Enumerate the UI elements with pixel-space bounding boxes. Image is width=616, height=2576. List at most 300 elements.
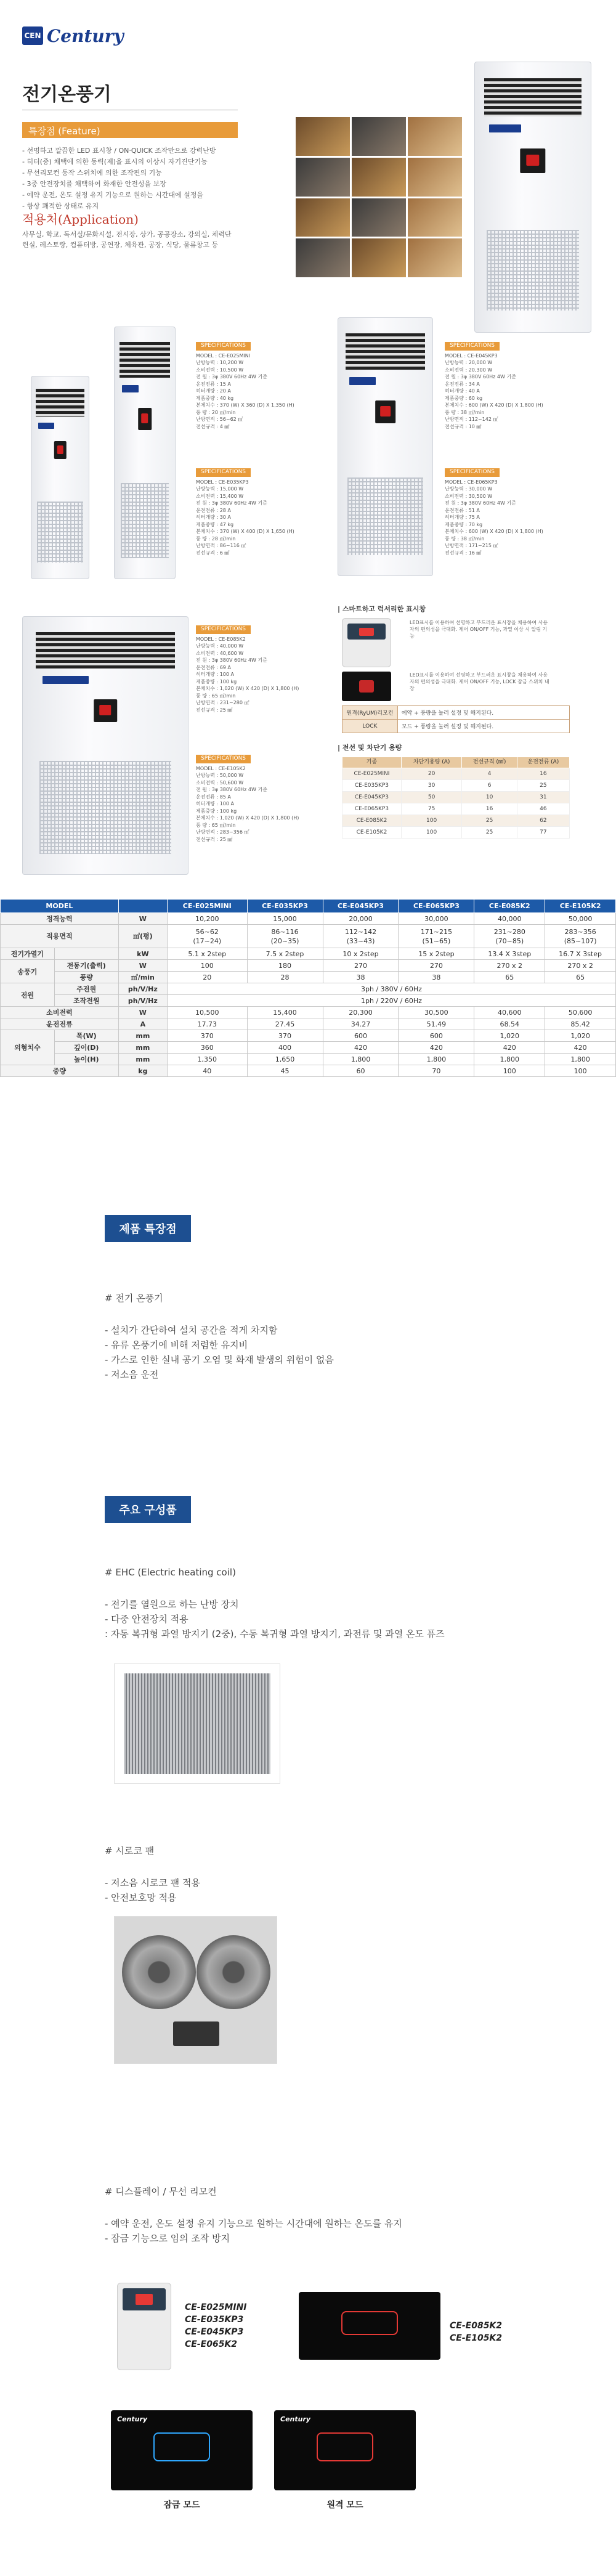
feature-item: - 항상 쾌적한 상태로 유지 [22,201,238,212]
spec-row: 히터개량 : 20 A [196,388,231,394]
table-row [342,706,570,720]
table-cell: 25 [462,827,517,839]
control-key-table [342,705,570,733]
table-cell: 1,650 [247,1054,323,1065]
table-cell: CE-E065KP3 [342,803,402,815]
spec-row: 전 원 : 3φ 380V 60Hz 4W 기준 [196,787,267,792]
table-cell: 16 [462,803,517,815]
table-cell: 풍량 [54,972,118,983]
wireless-remote-image [117,2283,171,2370]
specification-table [0,899,616,1077]
table-cell: 25 [517,780,569,792]
table-cell: 30,500 [399,1007,474,1018]
feature-list [22,145,238,212]
table-row [1,948,616,960]
table-cell: 100 [401,827,461,839]
table-cell: 16 [517,768,569,780]
table-cell: 17.73 [167,1018,247,1030]
application-photo [408,117,462,156]
spec-row: 난방능력 : 40,000 W [196,643,244,649]
table-cell: 45 [247,1065,323,1077]
spec-row: 풍 량 : 38 ㎥/min [445,535,485,542]
table-row [342,780,570,792]
table-cell: 중량 [1,1065,119,1077]
table-cell: mm [118,1054,167,1065]
spec-row: 소비전력 : 10,500 W [196,367,244,373]
fan-item: - 저소음 시로코 팬 적용 [105,1877,200,1888]
table-cell: 송풍기 [1,960,55,983]
model-name: CE-E065K2 [185,2339,238,2349]
table-cell: 폭(W) [54,1030,118,1042]
table-cell: CE-E035KP3 [342,780,402,792]
lock-mode-label: 잠금 모드 [163,2500,200,2510]
table-cell: ㎡(평) [118,925,167,948]
table-row [342,792,570,803]
spec-tag: SPECIFICATIONS [445,468,500,477]
table-cell: 270 x 2 [545,960,616,972]
table-cell: 30,000 [399,913,474,925]
table-cell: 1,800 [474,1054,545,1065]
spec-row: 제품중량 : 60 kg [445,395,483,401]
spec-row: 소비전력 : 50,600 W [196,779,244,786]
spec-model: MODEL : CE-E025MINI [196,352,251,359]
features-block [105,1291,505,1382]
table-cell: 270 x 2 [474,960,545,972]
table-cell: 70 [399,1065,474,1077]
heating-coil-image [114,1664,280,1784]
spec-row: 난방면적 : 283~356 ㎡ [196,829,249,835]
table-cell: 100 [167,960,247,972]
model-name: CE-E105K2 [450,2333,503,2343]
spec-row: 풍 량 : 20 ㎥/min [196,409,236,415]
table-cell: 600 [323,1030,399,1042]
table-cell: 38 [323,972,399,983]
spec-row: 전 원 : 3φ 380V 60Hz 4W 기준 [196,500,267,506]
table-cell [54,948,118,960]
table-cell: 15 x 2step [399,948,474,960]
spec-card-e025mini [196,342,294,430]
spec-row: 소비전력 : 20,300 W [445,367,493,373]
spec-row: 난방능력 : 10,200 W [196,360,244,365]
column-header: 기종 [342,757,402,768]
table-cell: 50,000 [545,913,616,925]
table-cell: 100 [474,1065,545,1077]
application-photo [352,198,406,237]
model-name: CE-E035KP3 [185,2315,244,2325]
spec-row: 운전전류 : 28 A [196,507,231,513]
table-cell: W [118,1007,167,1018]
table-cell: 68.54 [474,1018,545,1030]
sirocco-fan-image [114,1916,277,2064]
table-cell: 420 [323,1042,399,1054]
spec-row: 본체치수 : 600 (W) X 420 (D) X 1,800 (H) [445,529,543,534]
control-description: LED표시를 이용하여 선명하고 부드러운 표시창을 채용하여 사용자의 편의성을 극대화. 제어 ON/OFF 기능, 과열 이상 시 알림 기능 [410,620,548,639]
table-row [342,720,570,733]
table-cell: 1,020 [474,1030,545,1042]
ehc-block [105,1565,573,1641]
table-row [1,1054,616,1065]
spec-row: 제품중량 : 100 kg [196,678,237,685]
table-row [342,827,570,839]
table-cell: 1ph / 220V / 60Hz [167,995,615,1007]
table-cell: 3ph / 380V / 60Hz [167,983,615,995]
table-cell: 40,000 [474,913,545,925]
remote-control-image [342,618,391,667]
table-cell: 16.7 X 3step [545,948,616,960]
spec-row: 본체치수 : 600 (W) X 420 (D) X 1,800 (H) [445,402,543,408]
logo-text: Century [47,25,124,46]
table-cell: 56~62 (17~24) [167,925,247,948]
panel-logo: Century [117,2415,148,2423]
spec-row: 풍 량 : 65 ㎥/min [196,693,236,699]
spec-tag: SPECIFICATIONS [196,468,251,477]
application-text: 사무실, 학교, 독서실/문화시설, 전시장, 상가, 공공장소, 강의실, 체력단련실, 레스토랑, 컴퓨터방, 공연장, 체육관, 공장, 식당, 물류창고 등 [22,230,232,249]
table-cell: 1,800 [399,1054,474,1065]
table-cell: 77 [517,827,569,839]
table-row [1,925,616,948]
column-header: CE-E035KP3 [247,900,323,913]
table-row [1,1018,616,1030]
fan-wheel [197,1935,270,2009]
spec-row: 소비전력 : 30,500 W [445,493,493,499]
remote-model-list [185,2301,247,2350]
fan-title: # 시로코 팬 [105,1845,155,1856]
spec-row: 전선규격 : 10 ㎟ [445,423,482,429]
table-cell: 420 [474,1042,545,1054]
spec-row: 풍 량 : 65 ㎥/min [196,822,236,828]
table-cell: 75 [401,803,461,815]
section-heading-features: 제품 특장점 [105,1215,191,1242]
table-cell: mm [118,1030,167,1042]
table-cell: 10 x 2step [323,948,399,960]
table-cell: W [118,913,167,925]
table-cell: 정격능력 [1,913,119,925]
table-cell: 1,800 [323,1054,399,1065]
table-cell: 1,800 [545,1054,616,1065]
table-row [1,1042,616,1054]
table-row [342,803,570,815]
spec-row: 히터개량 : 30 A [196,514,231,520]
table-cell: 10,200 [167,913,247,925]
application-photo [296,238,350,277]
spec-row: 전 원 : 3φ 380V 60Hz 4W 기준 [445,374,516,380]
spec-model: MODEL : CE-E045KP3 [445,352,498,359]
display-item: - 잠금 기능으로 임의 조작 방지 [105,2233,230,2244]
table-cell: 50 [401,792,461,803]
spec-row: 본체치수 : 370 (W) X 400 (D) X 1,650 (H) [196,529,294,534]
spec-row: 본체치수 : 1,020 (W) X 420 (D) X 1,800 (H) [196,686,299,691]
table-cell: 38 [399,972,474,983]
features-item: - 설치가 간단하여 설치 공간을 적게 차지함 [105,1325,278,1336]
table-cell: CE-E105K2 [342,827,402,839]
table-cell: 60 [323,1065,399,1077]
spec-row: 난방능력 : 30,000 W [445,486,493,492]
spec-card-e105k2 [196,755,298,843]
spec-tag: SPECIFICATIONS [196,342,251,351]
table-cell: 600 [399,1030,474,1042]
table-cell: 운전전류 [1,1018,119,1030]
application-photo [408,158,462,197]
table-row [1,960,616,972]
spec-tag: SPECIFICATIONS [196,755,251,763]
application-photo [408,198,462,237]
table-cell: A [118,1018,167,1030]
table-cell: mm [118,1042,167,1054]
spec-row: 난방면적 : 231~280 ㎡ [196,700,249,705]
table-cell: 15,400 [247,1007,323,1018]
table-cell: 283~356 (85~107) [545,925,616,948]
lock-mode-panel [111,2410,253,2490]
table-cell: CE-E045KP3 [342,792,402,803]
table-cell: 외형치수 [1,1030,55,1065]
spec-row: 소비전력 : 15,400 W [196,493,244,499]
ehc-title: # EHC (Electric heating coil) [105,1567,236,1578]
spec-row: 난방능력 : 50,000 W [196,773,244,778]
table-cell: 28 [247,972,323,983]
heater-image-e025mini [31,376,89,579]
table-cell: 180 [247,960,323,972]
application-photo [296,158,350,197]
table-cell: 62 [517,815,569,827]
spec-row: 난방면적 : 112~142 ㎡ [445,416,498,422]
fan-block [105,1843,505,1905]
spec-tag: SPECIFICATIONS [445,342,500,351]
spec-row: 운전전류 : 51 A [445,507,480,513]
spec-model: MODEL : CE-E035KP3 [196,479,249,485]
table-cell: 높이(H) [54,1054,118,1065]
table-cell: 50,600 [545,1007,616,1018]
brand-logo [22,23,145,48]
spec-row: 제품중량 : 47 kg [196,521,234,527]
remote-mode-label: 원격 모드 [326,2500,363,2510]
heater-image-e045kp3 [338,317,433,576]
table-cell: 1,350 [167,1054,247,1065]
table-cell: 86~116 (20~35) [247,925,323,948]
table-cell: kg [118,1065,167,1077]
table-cell: 171~215 (51~65) [399,925,474,948]
spec-row: 운전전류 : 85 A [196,794,231,800]
table-cell: 231~280 (70~85) [474,925,545,948]
spec-card-e065kp3 [445,468,549,556]
table-row [1,913,616,925]
table-cell: 5.1 x 2step [167,948,247,960]
spec-row: 운전전류 : 15 A [196,381,231,387]
table-cell: 360 [167,1042,247,1054]
spec-row: 풍 량 : 28 ㎥/min [196,535,236,542]
spec-row: 난방면적 : 56~62 ㎡ [196,416,243,422]
display-panel-large [299,2292,440,2360]
table-cell: ph/V/Hz [118,983,167,995]
table-cell: 조작전원 [54,995,118,1007]
table-cell: 4 [462,768,517,780]
display-block [105,2184,585,2246]
spec-card-e045kp3 [445,342,549,430]
spec-row: 난방면적 : 86~116 ㎡ [196,543,246,548]
heater-image-e035kp3 [114,327,176,579]
table-cell: 20,000 [323,913,399,925]
display-panel-image [342,672,391,701]
features-item: - 저소음 운전 [105,1369,159,1380]
table-cell: 112~142 (33~43) [323,925,399,948]
control-value: 모드 + 풍량을 눌러 설정 및 해지된다. [397,720,569,733]
table-cell: 적용면적 [1,925,119,948]
spec-tag: SPECIFICATIONS [196,625,251,634]
spec-row: 전 원 : 3φ 380V 60Hz 4W 기준 [196,657,267,663]
display-title: # 디스플레이 / 무선 리모컨 [105,2186,217,2197]
fan-motor [173,2021,219,2046]
remote-mode-panel [274,2410,416,2490]
feature-item: - 무선리모컨 동작 스위치에 의한 조작편의 기능 [22,168,238,179]
logo-mark: CEN [22,26,43,45]
column-header: CE-E065KP3 [399,900,474,913]
features-title: # 전기 온풍기 [105,1293,163,1304]
spec-row: 본체치수 : 370 (W) X 360 (D) X 1,350 (H) [196,402,294,408]
control-description: LED표시를 이용하여 선명하고 부드러운 표시창을 채용하여 사용자의 편의성을 극대화. 제어 ON/OFF 기능, LOCK 잠금 스위치 내장 [410,672,549,691]
spec-row: 전 원 : 3φ 380V 60Hz 4W 기준 [445,500,516,506]
ehc-item: : 자동 복귀형 과열 방지기 (2중), 수동 복귀형 과열 방지기, 과전류 및 과열 온도 퓨즈 [105,1628,445,1639]
feature-item: - 히터(중) 채택에 의한 동력(제)을 표시의 이상시 자기진단기능 [22,156,238,168]
model-name: CE-E045KP3 [185,2327,244,2337]
table-row [1,1030,616,1042]
features-item: - 가스로 인한 실내 공기 오염 및 화재 발생의 위험이 없음 [105,1354,334,1365]
spec-row: 풍 량 : 38 ㎥/min [445,409,485,415]
spec-row: 소비전력 : 40,600 W [196,650,244,656]
spec-row: 운전전류 : 69 A [196,664,231,670]
table-cell: 40,600 [474,1007,545,1018]
table-cell: ㎥/min [118,972,167,983]
feature-item: - 3중 안전장치를 채택하여 화재한 안전성을 보장 [22,179,238,190]
spec-row: 제품중량 : 100 kg [196,808,237,814]
spec-row: 전선규격 : 16 ㎟ [445,550,482,556]
table-cell: 270 [399,960,474,972]
table-cell: 깊이(D) [54,1042,118,1054]
control-value: 예약 + 풍량을 눌러 설정 및 해지된다. [397,706,569,720]
model-name: CE-E085K2 [450,2321,503,2331]
table-cell: CE-E025MINI [342,768,402,780]
table-cell: 370 [167,1030,247,1042]
spec-row: 제품중량 : 70 kg [445,521,483,527]
spec-card-e085k2 [196,625,298,713]
feature-heading: 특장점 (Feature) [22,122,238,138]
selection-heading: | 전선 및 차단기 용량 [338,744,402,752]
column-header: 전선규격 (㎟) [462,757,517,768]
table-cell: 27.45 [247,1018,323,1030]
spec-row: 전 원 : 3φ 380V 60Hz 4W 기준 [196,374,267,380]
table-cell: CE-E085K2 [342,815,402,827]
application-photo [352,238,406,277]
table-cell: 1,020 [545,1030,616,1042]
spec-row: 난방능력 : 20,000 W [445,360,493,365]
fan-wheel [122,1935,196,2009]
application-photo [296,198,350,237]
spec-card-e035kp3 [196,468,294,556]
application-photo [296,117,350,156]
control-heading: | 스마트하고 럭셔리한 표시창 [338,605,426,613]
product-title: 전기온풍기 [22,84,111,105]
table-cell: 30 [401,780,461,792]
table-cell: 420 [545,1042,616,1054]
table-cell: 65 [474,972,545,983]
spec-model: MODEL : CE-E085K2 [196,636,246,642]
column-header: CE-E105K2 [545,900,616,913]
table-cell: ph/V/Hz [118,995,167,1007]
model-name: CE-E025MINI [185,2302,247,2312]
hero-heater-image [474,62,591,333]
table-cell: 10 [462,792,517,803]
table-cell: 전동기(출력) [54,960,118,972]
table-cell: 10,500 [167,1007,247,1018]
table-cell: 20 [167,972,247,983]
table-cell: kW [118,948,167,960]
spec-row: 제품중량 : 40 kg [196,395,234,401]
panel-logo: Century [280,2415,311,2423]
table-cell: 370 [247,1030,323,1042]
table-cell: 전기가열기 [1,948,55,960]
column-header: 운전전류 (A) [517,757,569,768]
spec-row: 난방능력 : 15,000 W [196,486,244,492]
spec-model: MODEL : CE-E105K2 [196,765,246,771]
application-heading: 적용처(Application) [22,212,139,227]
column-header: CE-E045KP3 [323,900,399,913]
table-cell: 소비전력 [1,1007,119,1018]
table-cell: 100 [401,815,461,827]
table-cell: 34.27 [323,1018,399,1030]
fan-item: - 안전보호망 적용 [105,1892,177,1903]
spec-model: MODEL : CE-E065KP3 [445,479,498,485]
ehc-item: - 다중 안전장치 적용 [105,1614,188,1625]
application-photo-grid [296,117,462,277]
table-row [1,1007,616,1018]
spec-row: 운전전류 : 34 A [445,381,480,387]
table-cell: 65 [545,972,616,983]
spec-row: 난방면적 : 171~215 ㎡ [445,543,498,548]
control-key: 원격(RyUM)리모컨 [342,706,398,720]
spec-row: 전선규격 : 4 ㎟ [196,423,230,429]
table-row [1,1065,616,1077]
display-item: - 예약 운전, 온도 설정 유지 기능으로 원하는 시간대에 원하는 온도를 유지 [105,2218,402,2229]
spec-row: 히터개량 : 100 A [196,801,234,807]
application-photo [408,238,462,277]
table-row [1,972,616,983]
table-cell: 20 [401,768,461,780]
spec-row: 히터개량 : 40 A [445,388,480,394]
heater-image-e085k2 [22,616,188,875]
column-header: CE-E025MINI [167,900,247,913]
table-cell: 7.5 x 2step [247,948,323,960]
spec-row: 히터개량 : 75 A [445,514,480,520]
table-cell: 100 [545,1065,616,1077]
table-cell: 85.42 [545,1018,616,1030]
table-header-row [1,900,616,913]
table-cell: 6 [462,780,517,792]
table-cell: 31 [517,792,569,803]
spec-row: 히터개량 : 100 A [196,672,234,677]
section-heading-components: 주요 구성품 [105,1496,191,1523]
table-cell: 전원 [1,983,55,1007]
table-cell: 주전원 [54,983,118,995]
spec-row: 전선규격 : 6 ㎟ [196,550,230,556]
table-row [1,995,616,1007]
table-cell: W [118,960,167,972]
application-photo [352,117,406,156]
features-item: - 유류 온풍기에 비해 저렴한 유지비 [105,1339,248,1351]
spec-row: 전선규격 : 25 ㎟ [196,707,233,713]
table-cell: 420 [399,1042,474,1054]
table-cell: 46 [517,803,569,815]
spec-row: 전선규격 : 25 ㎟ [196,836,233,842]
table-cell: 15,000 [247,913,323,925]
feature-item: - 예약 운전, 온도 설정 유지 기능으로 원하는 시간대에 설정을 [22,190,238,201]
